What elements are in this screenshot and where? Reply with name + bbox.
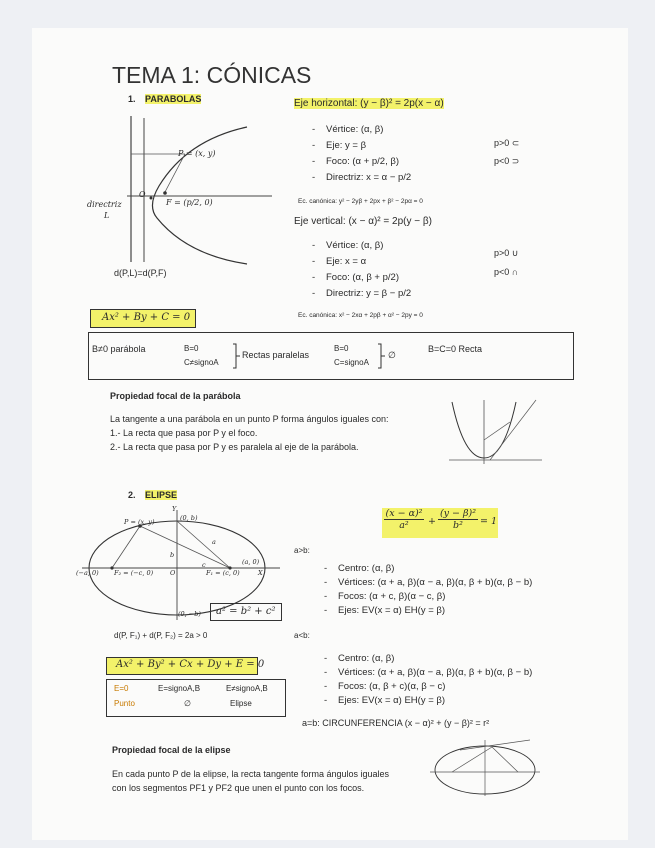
ellipse-section-heading: ELIPSE [145, 490, 178, 500]
ellipse-o-label: O [170, 569, 176, 577]
p-to-f2 [112, 526, 140, 568]
ellipse-general-eq: Ax² + By² + Cx + Dy + E = 0 [116, 659, 265, 670]
parabola-distance-rule: d(P,L)=d(P,F) [114, 268, 167, 278]
case-a-gt-b: a>b: [294, 546, 310, 555]
parabola-o-label: O [139, 190, 146, 199]
list-item: - Directriz: y = β − p/2 [312, 286, 411, 302]
eq-num-2: (y − β)² [439, 508, 477, 519]
directriz-l-label: L [104, 211, 110, 220]
ellipse-left-label: (−a, 0) [76, 569, 99, 577]
case-b-zero-2: B=0 [334, 344, 349, 353]
a-lt-b-list [324, 652, 532, 708]
ellipse-focal-title: Propiedad focal de la elipse [112, 745, 231, 755]
list-item: - Vértices: (α + a, β)(α − a, β)(α, β + b)(α, β − b) [324, 666, 532, 680]
ellipse-x-label: X [258, 569, 263, 577]
parabola-focal-line: 2.- La recta que pasa por P y es paralela al eje de la parábola. [110, 442, 359, 452]
ellipse-b-label: b [170, 551, 175, 559]
ellipse-y-label: Y [172, 505, 177, 513]
ellipse-f2-label: F₂ = (−c, 0) [114, 569, 154, 577]
ellipse-c-label: c [202, 561, 206, 569]
horizontal-p-positive: p>0 ⊂ [494, 138, 520, 148]
focus-point [163, 191, 167, 195]
circle-case: a=b: CIRCUNFERENCIA (x − α)² + (y − β)² = r² [302, 718, 490, 728]
ellipse-relation: a² = b² + c² [216, 606, 276, 617]
p-to-f1 [140, 526, 230, 568]
parabola-focal-title: Propiedad focal de la parábola [110, 391, 241, 401]
ellipse-a-label: a [212, 538, 216, 546]
list-item: - Foco: (α + p/2, β) [312, 154, 411, 170]
parabola-focal-figure [444, 398, 544, 468]
list-item: - Foco: (α, β + p/2) [312, 270, 411, 286]
page-title: TEMA 1: CÓNICAS [112, 62, 312, 88]
vertical-axis-list [312, 238, 411, 302]
horizontal-p-negative: p<0 ⊃ [494, 156, 520, 166]
vertical-axis-title: Eje vertical: (x − α)² = 2p(y − β) [294, 216, 432, 227]
eq-den-2: b² [453, 520, 463, 531]
vertical-canonical-eq: Ec. canónica: x² − 2xα + 2pβ + α² − 2py = 0 [298, 312, 423, 319]
list-item: - Directriz: x = α − p/2 [312, 170, 411, 186]
list-item: - Focos: (α, β + c)(α, β − c) [324, 680, 532, 694]
bracket-icon [377, 343, 385, 369]
ellipse-case-point: Punto [114, 699, 135, 708]
ellipse-focal-line: con los segmentos PF1 y PF2 que unen el punto con los focos. [112, 783, 365, 793]
a-gt-b-list [324, 562, 532, 618]
parabola-section-number: 1. [128, 94, 136, 104]
case-b-nonzero: B≠0 parábola [92, 344, 146, 354]
list-item: - Vértices: (α + a, β)(α − a, β)(α, β + b)(α, β − b) [324, 576, 532, 590]
list-item: - Eje: x = α [312, 254, 411, 270]
parabola-general-eq: Ax² + By + C = 0 [102, 312, 191, 323]
case-empty-set: ∅ [388, 350, 396, 360]
ellipse-focal-figure [430, 738, 540, 798]
parabola-f-label: F = (p/2, 0) [166, 198, 213, 207]
horizontal-canonical-eq: Ec. canónica: y² − 2yβ + 2px + β² − 2pα = 0 [298, 198, 423, 205]
vertical-p-negative: p<0 ∩ [494, 267, 519, 277]
ellipse-case-e-zero: E=0 [114, 684, 129, 693]
parabola-cases-box [88, 332, 574, 380]
case-parallel-lines: Rectas paralelas [242, 350, 310, 360]
eq-plus: + [428, 516, 436, 527]
directriz-label: directriz [87, 200, 122, 209]
ellipse-right-label: (a, 0) [242, 558, 260, 566]
horizontal-axis-list [312, 122, 411, 186]
parabola-figure [87, 110, 277, 270]
case-line: B=C=0 Recta [428, 344, 483, 354]
ellipse-bottom-label: (0, −b) [178, 610, 201, 618]
ellipse-case-not-sign: E≠signoA,B [226, 684, 268, 693]
parabola-focal-line: La tangente a una parábola en un punto P forma ángulos iguales con: [110, 414, 389, 424]
case-c-not-sign: C≠signoA [184, 358, 219, 367]
list-item: - Focos: (α + c, β)(α − c, β) [324, 590, 532, 604]
list-item: - Vértice: (α, β) [312, 238, 411, 254]
eq-fraction-1 [384, 508, 424, 531]
list-item: - Ejes: EV(x = α) EH(y = β) [324, 604, 532, 618]
ellipse-equation [382, 508, 498, 538]
ellipse-p-label: P = (x, y) [124, 518, 155, 526]
ellipse-case-ellipse: Elipse [230, 699, 252, 708]
list-item: - Vértice: (α, β) [312, 122, 411, 138]
document-page [32, 28, 628, 840]
list-item: - Centro: (α, β) [324, 562, 532, 576]
ellipse-case-empty: ∅ [184, 699, 191, 708]
bracket-icon [232, 343, 240, 369]
ellipse-case-sign: E=signoA,B [158, 684, 201, 693]
ellipse-section-number: 2. [128, 490, 136, 500]
horizontal-axis-title: Eje horizontal: (y − β)² = 2p(x − α) [294, 98, 444, 109]
vertical-p-positive: p>0 ∪ [494, 248, 519, 258]
list-item: - Ejes: EV(x = α) EH(y = β) [324, 694, 532, 708]
list-item: - Centro: (α, β) [324, 652, 532, 666]
parabola-p-label: P = (x, y) [178, 149, 216, 158]
eq-fraction-2 [438, 508, 478, 531]
eq-den-1: a² [399, 520, 409, 531]
ellipse-distance-rule: d(P, F₁) + d(P, F₂) = 2a > 0 [114, 631, 208, 640]
case-c-sign: C=signoA [334, 358, 369, 367]
parabola-section-heading: PARABOLAS [145, 94, 202, 104]
case-a-lt-b: a<b: [294, 631, 310, 640]
eq-num-1: (x − α)² [385, 508, 423, 519]
ellipse-f1-label: F₁ = (c, 0) [206, 569, 240, 577]
list-item: - Eje: y = β [312, 138, 411, 154]
eq-rhs: = 1 [480, 516, 498, 527]
parabola-focal-line: 1.- La recta que pasa por P y el foco. [110, 428, 258, 438]
ellipse-top-label: (0, b) [180, 514, 198, 522]
vertex-point [150, 197, 153, 200]
case-b-zero-1: B=0 [184, 344, 199, 353]
ellipse-focal-line: En cada punto P de la elipse, la recta tangente forma ángulos iguales [112, 769, 390, 779]
